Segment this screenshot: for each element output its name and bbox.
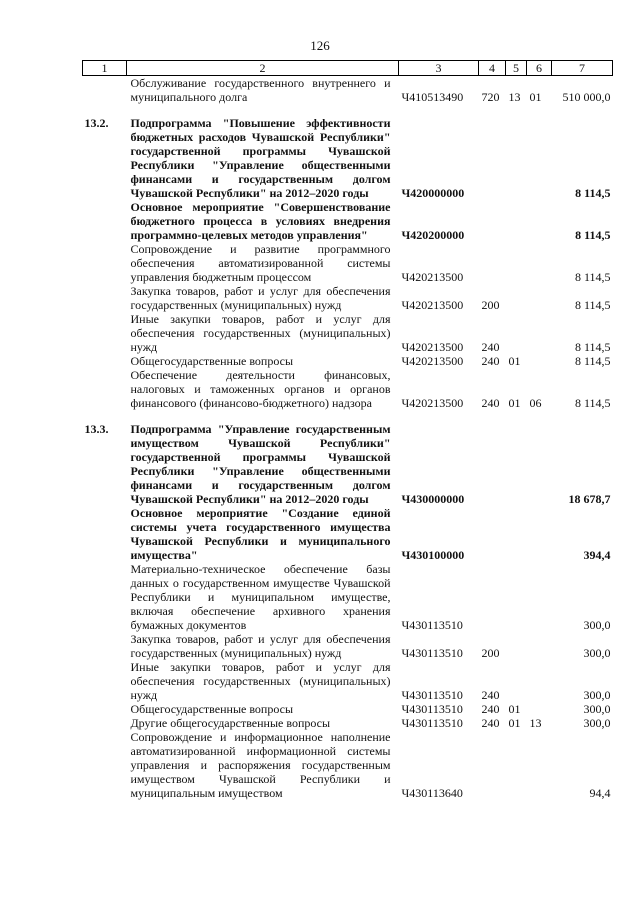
row-number (83, 284, 127, 312)
row-number (83, 702, 127, 716)
column-number: 3 (399, 61, 479, 76)
row-description: Материально-техническое обеспечение базы данных о государственном имуществе Чувашской Республики и муниципальном имуществе, включая обеспечение архивного хранения бумажных документов (130, 562, 391, 632)
target-article-code: Ч430113510 (401, 646, 463, 660)
expense-type-code: 240 (481, 396, 500, 410)
expense-type-code: 240 (481, 354, 500, 368)
subsection-code: 01 (529, 90, 542, 104)
target-article-code: Ч420000000 (401, 186, 465, 200)
table-row (83, 242, 613, 284)
expense-type-code (479, 562, 506, 632)
table-row (83, 354, 613, 368)
expense-type-code (479, 116, 506, 200)
subsection-code (527, 632, 552, 660)
target-article-code: Ч430113510 (401, 688, 463, 702)
section-code (506, 422, 527, 506)
subsection-code (527, 660, 552, 702)
target-article-code: Ч430113510 (401, 618, 463, 632)
row-number (83, 200, 127, 242)
section-code (506, 660, 527, 702)
target-article-code: Ч430100000 (401, 548, 465, 562)
spacer-row (83, 410, 613, 422)
row-amount: 8 114,5 (574, 270, 611, 284)
target-article-code: Ч410513490 (401, 90, 464, 104)
row-description: Общегосударственные вопросы (130, 702, 294, 716)
table-row (83, 730, 613, 800)
subsection-code (527, 116, 552, 200)
section-code (506, 632, 527, 660)
row-amount: 8 114,5 (575, 186, 611, 200)
subsection-code (527, 422, 552, 506)
target-article-code: Ч430113510 (401, 702, 463, 716)
row-amount: 8 114,5 (574, 354, 611, 368)
expense-type-code (479, 506, 506, 562)
page-number: 126 (310, 38, 330, 53)
row-description: Общегосударственные вопросы (130, 354, 294, 368)
target-article-code: Ч420213500 (401, 270, 464, 284)
row-description: Сопровождение и информационное наполнение автоматизированной информационной системы управления и распоряжения государственным имуществом Чувашской Республики и муниципальным имуществом (130, 730, 391, 800)
row-amount: 300,0 (583, 688, 611, 702)
subsection-code (527, 200, 552, 242)
expense-type-code: 200 (481, 298, 500, 312)
section-code: 01 (508, 396, 521, 410)
column-number: 7 (552, 61, 613, 76)
table-row (83, 312, 613, 354)
row-number (83, 354, 127, 368)
subsection-code (527, 702, 552, 716)
row-description: Сопровождение и развитие программного обеспечения автоматизированной системы управления бюджетным процессом (130, 242, 391, 284)
row-description: Основное мероприятие "Создание единой системы учета государственного имущества Чувашской Республики и муниципального имущества" (130, 506, 391, 562)
section-code (506, 562, 527, 632)
row-amount: 300,0 (583, 618, 611, 632)
row-number (83, 506, 127, 562)
row-description: Подпрограмма "Управление государственным имуществом Чувашской Республики" государственной программы Чувашской Республики "Управление общественными финансами и государственным долгом Чувашской Республики" на 2012–2020 годы (130, 422, 391, 506)
row-number: 13.2. (84, 116, 109, 130)
subsection-code (527, 562, 552, 632)
table-row (83, 506, 613, 562)
subsection-code (527, 506, 552, 562)
section-code: 13 (508, 90, 521, 104)
section-code: 01 (508, 716, 521, 730)
target-article-code: Ч420213500 (401, 354, 464, 368)
target-article-code: Ч430113510 (401, 716, 463, 730)
table-row (83, 632, 613, 660)
target-article-code: Ч430000000 (401, 492, 465, 506)
target-article-code: Ч420213500 (401, 298, 464, 312)
row-amount: 300,0 (583, 716, 611, 730)
section-code (506, 284, 527, 312)
row-number (83, 368, 127, 410)
row-number: 13.3. (84, 422, 109, 436)
row-amount: 8 114,5 (574, 340, 611, 354)
table-row (83, 76, 613, 105)
row-number (83, 660, 127, 702)
table-body (83, 76, 613, 801)
expense-type-code (479, 730, 506, 800)
table-row (83, 116, 613, 200)
expense-type-code: 720 (481, 90, 500, 104)
subsection-code (527, 354, 552, 368)
row-amount: 18 678,7 (568, 492, 611, 506)
row-description: Другие общегосударственные вопросы (130, 716, 331, 730)
row-description: Закупка товаров, работ и услуг для обеспечения государственных (муниципальных) нужд (130, 632, 391, 660)
section-code (506, 312, 527, 354)
row-amount: 8 114,5 (574, 396, 611, 410)
row-amount: 394,4 (583, 548, 611, 562)
row-description: Закупка товаров, работ и услуг для обеспечения государственных (муниципальных) нужд (130, 284, 391, 312)
subsection-code: 06 (529, 396, 542, 410)
row-number (83, 242, 127, 284)
table-row (83, 562, 613, 632)
expense-type-code (479, 422, 506, 506)
column-number-row (83, 61, 613, 76)
row-amount: 300,0 (583, 646, 611, 660)
row-description: Основное мероприятие "Совершенствование бюджетного процесса в условиях внедрения программно-целевых методов управления" (130, 200, 391, 242)
section-code (506, 116, 527, 200)
subsection-code (527, 730, 552, 800)
row-number (83, 312, 127, 354)
section-code (506, 506, 527, 562)
target-article-code: Ч420200000 (401, 228, 465, 242)
section-code (506, 242, 527, 284)
row-description: Иные закупки товаров, работ и услуг для обеспечения государственных (муниципальных) нужд (130, 660, 391, 702)
budget-table (82, 60, 613, 800)
spacer-row (83, 104, 613, 116)
row-description: Подпрограмма "Повышение эффективности бюджетных расходов Чувашской Республики" государственной программы Чувашской Республики "Управление общественными финансами и государственным долгом Чувашской Республики" на 2012–2020 годы (130, 116, 391, 200)
row-amount: 510 000,0 (562, 90, 611, 104)
row-amount: 300,0 (583, 702, 611, 716)
column-number: 6 (527, 61, 552, 76)
expense-type-code: 200 (481, 646, 500, 660)
table-row (83, 368, 613, 410)
subsection-code (527, 242, 552, 284)
row-number (83, 730, 127, 800)
column-number: 2 (127, 61, 399, 76)
table-row (83, 284, 613, 312)
table-row (83, 716, 613, 730)
column-number: 1 (83, 61, 127, 76)
spacer-cell (83, 410, 613, 422)
row-amount: 8 114,5 (575, 228, 611, 242)
section-code (506, 730, 527, 800)
row-number (83, 76, 127, 105)
expense-type-code: 240 (481, 688, 500, 702)
row-description: Обслуживание государственного внутреннего и муниципального долга (130, 76, 391, 104)
expense-type-code: 240 (481, 340, 500, 354)
target-article-code: Ч430113640 (401, 786, 463, 800)
section-code (506, 200, 527, 242)
table-row (83, 660, 613, 702)
section-code: 01 (508, 702, 521, 716)
target-article-code: Ч420213500 (401, 340, 464, 354)
column-number: 5 (506, 61, 527, 76)
row-amount: 8 114,5 (574, 298, 611, 312)
row-number (83, 716, 127, 730)
table-row (83, 702, 613, 716)
row-number (83, 632, 127, 660)
expense-type-code: 240 (481, 716, 500, 730)
subsection-code (527, 312, 552, 354)
table-row (83, 200, 613, 242)
spacer-cell (83, 104, 613, 116)
subsection-code (527, 284, 552, 312)
subsection-code: 13 (529, 716, 542, 730)
row-number (83, 562, 127, 632)
column-number: 4 (479, 61, 506, 76)
expense-type-code: 240 (481, 702, 500, 716)
expense-type-code (479, 200, 506, 242)
table-row (83, 422, 613, 506)
section-code: 01 (508, 354, 521, 368)
expense-type-code (479, 242, 506, 284)
target-article-code: Ч420213500 (401, 396, 464, 410)
row-amount: 94,4 (589, 786, 611, 800)
row-description: Иные закупки товаров, работ и услуг для обеспечения государственных (муниципальных) нужд (130, 312, 391, 354)
row-description: Обеспечение деятельности финансовых, налоговых и таможенных органов и органов финансового (финансово-бюджетного) надзора (130, 368, 391, 410)
